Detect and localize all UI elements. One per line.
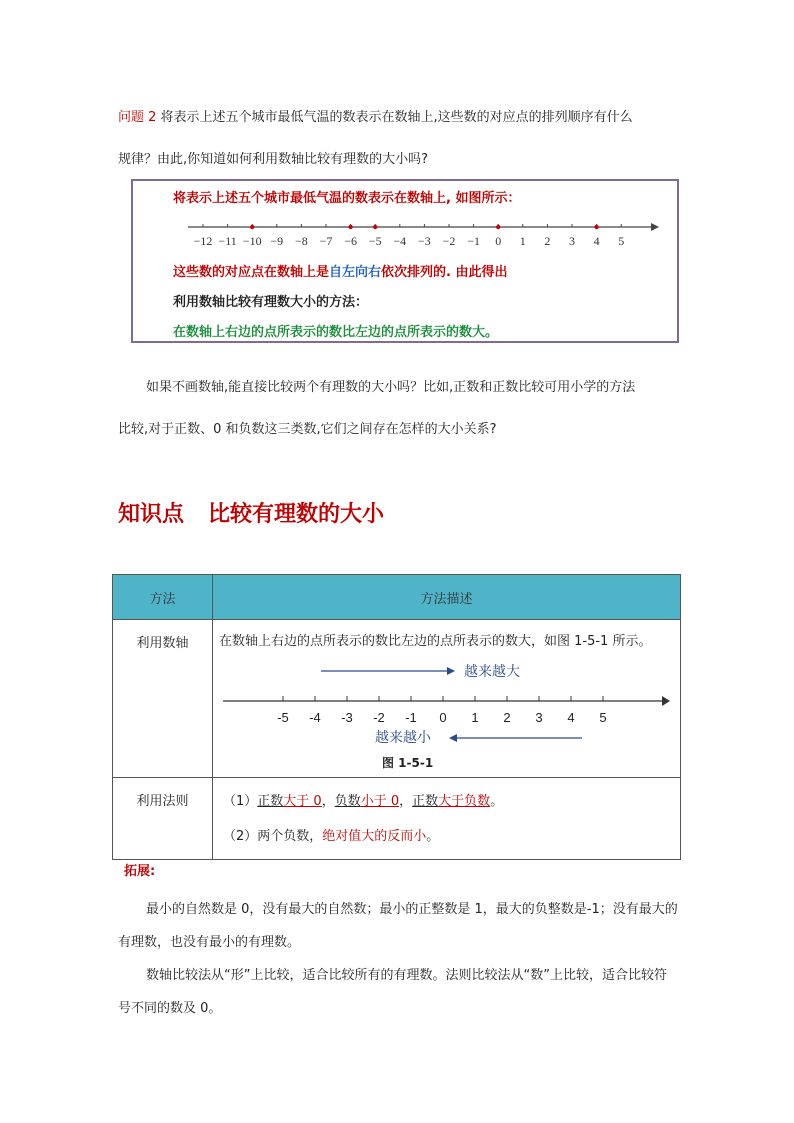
extension-label: 拓展: <box>124 864 156 879</box>
axis-arrow-2 <box>662 696 670 706</box>
rule-1 <box>223 790 670 809</box>
tick-label: 1 <box>471 710 479 725</box>
section-prefix: 知识点 <box>118 502 185 527</box>
tick-label: -5 <box>277 710 289 725</box>
box-line-2-a: 这些数的对应点在数轴上是 <box>173 265 330 280</box>
rule-1-positive: 正数 <box>257 794 284 809</box>
rule-1-gt-negative: 大于负数 <box>438 794 491 809</box>
question-line-1 <box>118 108 633 128</box>
tick-label: −10 <box>242 234 262 248</box>
tick-label: 4 <box>593 234 600 248</box>
rule-1-gt-zero: 大于 0 <box>283 794 322 809</box>
extension-paragraph-1: 最小的自然数是 0，没有最大的自然数；最小的正整数是 1，最大的负整数是-1；没有最大的有理数，也没有最小的有理数。 <box>118 902 678 950</box>
top-arrow-head <box>447 667 455 675</box>
extension-paragraph-2: 数轴比较法从“形”上比较，适合比较所有的有理数。法则比较法从“数”上比较，适合比较符号不同的数及 0。 <box>118 968 667 1016</box>
tick-label: −6 <box>344 234 357 248</box>
desc-numberline <box>213 620 681 778</box>
box-line-2 <box>173 261 508 280</box>
tick-label: 0 <box>495 234 502 248</box>
para1-line-2: 比较,对于正数、0 和负数这三类数,它们之间存在怎样的大小关系? <box>118 422 497 437</box>
box-line-3: 利用数轴比较有理数大小的方法： <box>173 295 369 310</box>
tick-label: −9 <box>270 234 284 248</box>
marked-point <box>373 225 377 229</box>
box-line-2-b: 自左向右 <box>329 265 382 280</box>
header-method: 方法 <box>113 575 213 620</box>
question-text-1: 将表示上述五个城市最低气温的数表示在数轴上,这些数的对应点的排列顺序有什么 <box>160 110 633 125</box>
rule-1-positive-2: 正数 <box>412 794 439 809</box>
header-description: 方法描述 <box>213 575 681 620</box>
box-line-4: 在数轴上右边的点所表示的数比左边的点所表示的数大。 <box>173 325 499 340</box>
rule-1-negative: 负数 <box>334 794 361 809</box>
methods-table <box>112 574 681 860</box>
tick-label: 4 <box>567 710 575 725</box>
marked-point <box>250 225 254 229</box>
tick-label: -3 <box>341 710 353 725</box>
bottom-arrow-label: 越来越小 <box>375 729 431 745</box>
method-rules: 利用法则 <box>113 778 213 860</box>
axis-arrow <box>651 223 659 231</box>
tick-label: 3 <box>569 234 575 248</box>
answer-box <box>131 179 679 343</box>
rule-2-a: （2）两个负数， <box>223 829 323 844</box>
method-numberline: 利用数轴 <box>113 620 213 778</box>
tick-label: 5 <box>618 234 625 248</box>
rule-1-comma: ， <box>321 794 335 809</box>
tick-label: 1 <box>519 234 526 248</box>
marked-point <box>594 225 598 229</box>
tick-label: −2 <box>442 234 456 248</box>
tick-label: −4 <box>393 234 407 248</box>
rule-1-period: 。 <box>490 794 504 809</box>
tick-label: -4 <box>309 710 321 725</box>
table-header-row <box>113 575 681 620</box>
desc-numberline-text: 在数轴上右边的点所表示的数比左边的点所表示的数大，如图 1-5-1 所示。 <box>219 634 652 649</box>
top-arrow-label: 越来越大 <box>464 663 520 679</box>
rule-1-index: （1） <box>223 794 258 809</box>
tick-label: −11 <box>218 234 237 248</box>
section-title-text: 比较有理数的大小 <box>208 502 385 527</box>
tick-label: 2 <box>503 710 511 725</box>
figure-caption: 图 1-5-1 <box>382 756 434 770</box>
tick-label: −12 <box>193 234 213 248</box>
box-line-1: 将表示上述五个城市最低气温的数表示在数轴上, 如图所示： <box>173 191 521 206</box>
marked-point <box>496 225 500 229</box>
question-label: 问题 2 <box>118 110 157 125</box>
tick-label: 5 <box>599 710 607 725</box>
rule-2-c: 。 <box>426 829 440 844</box>
table-row <box>113 778 681 860</box>
tick-label: −7 <box>319 234 333 248</box>
tick-label: −5 <box>368 234 382 248</box>
rule-2 <box>223 825 670 844</box>
tick-label: −8 <box>295 234 308 248</box>
number-line-1 <box>183 215 663 255</box>
number-line-2 <box>219 651 674 756</box>
tick-label: 0 <box>439 710 447 725</box>
rule-1-comma-2: ， <box>399 794 413 809</box>
marked-point <box>348 225 352 229</box>
para1-line-1: 如果不画数轴,能直接比较两个有理数的大小吗？比如,正数和正数比较可用小学的方法 <box>146 380 636 395</box>
tick-label: −1 <box>467 234 480 248</box>
rule-1-lt-zero: 小于 0 <box>360 794 400 809</box>
tick-label: -1 <box>405 710 417 725</box>
rule-2-b: 绝对值大的反而小 <box>322 829 427 844</box>
bottom-arrow-head <box>449 734 457 742</box>
tick-label: 3 <box>535 710 543 725</box>
tick-label: −3 <box>418 234 431 248</box>
tick-label: -2 <box>373 710 385 725</box>
tick-label: 2 <box>544 234 551 248</box>
box-line-2-c: 依次排列的. 由此得出 <box>381 265 508 280</box>
desc-rules <box>213 778 681 860</box>
section-title <box>118 497 384 528</box>
question-line-2: 规律？由此,你知道如何利用数轴比较有理数的大小吗? <box>118 152 429 167</box>
table-row <box>113 620 681 778</box>
